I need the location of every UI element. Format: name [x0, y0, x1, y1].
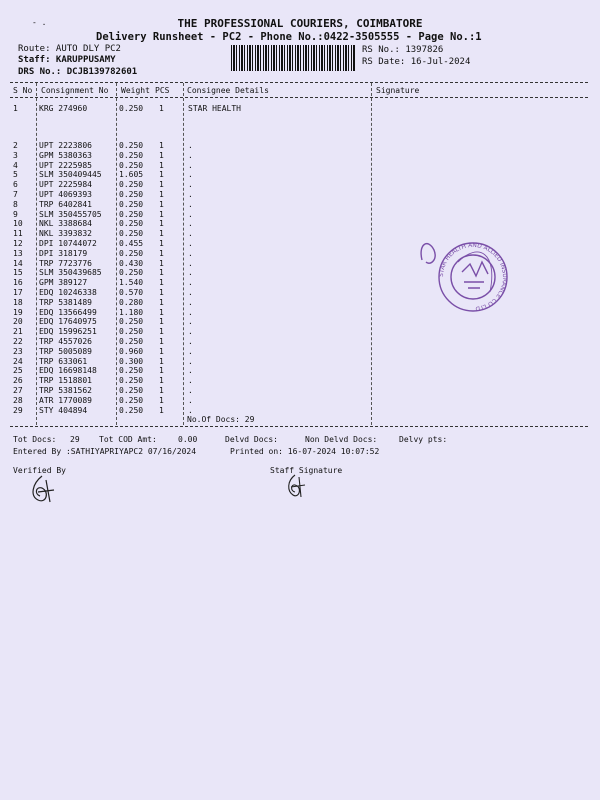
row-weight: 0.250 — [119, 317, 144, 327]
row-consignment-no: KRG 274960 — [39, 104, 88, 113]
row-consignment-no: ATR 1770089 — [39, 395, 92, 405]
row-consignee-details: STAR HEALTH — [188, 104, 241, 113]
row-weight: 0.250 — [119, 104, 144, 113]
row-sno: 2 — [13, 141, 18, 150]
row-pcs: 1 — [159, 170, 164, 180]
table-row — [0, 327, 600, 337]
table-top-rule — [10, 82, 588, 83]
delvy-pts-label: Delvy pts: — [399, 435, 448, 444]
row-consignee-details: . — [188, 229, 193, 239]
row-consignee-details: . — [188, 190, 193, 199]
row-consignee-details: . — [188, 199, 193, 209]
row-consignment-no: TRP 7723776 — [39, 258, 92, 268]
row-pcs: 1 — [159, 150, 164, 160]
row-sno: 5 — [13, 170, 18, 180]
row-weight: 0.250 — [119, 405, 144, 415]
row-pcs: 1 — [159, 376, 164, 386]
col-header-consignee: Consignee Details — [187, 86, 269, 95]
verified-by-label: Verified By — [13, 466, 66, 475]
row-pcs: 1 — [159, 209, 164, 219]
table-row — [0, 141, 600, 151]
row-sno: 1 — [13, 104, 18, 113]
row-weight: 1.540 — [119, 278, 144, 288]
row-weight: 0.250 — [119, 386, 144, 395]
table-row — [0, 337, 600, 347]
row-consignee-details: . — [188, 386, 193, 395]
table-row — [0, 406, 600, 416]
row-weight: 0.250 — [119, 141, 144, 150]
row-consignment-no: EDQ 13566499 — [39, 307, 97, 317]
table-bottom-rule — [10, 426, 588, 427]
row-weight: 0.250 — [119, 337, 144, 346]
row-sno: 6 — [13, 180, 18, 190]
row-pcs: 1 — [159, 141, 164, 150]
row-pcs: 1 — [159, 317, 164, 327]
row-sno: 15 — [13, 268, 23, 278]
row-consignee-details: . — [188, 376, 193, 386]
table-row — [0, 219, 600, 229]
row-weight: 0.250 — [119, 160, 144, 170]
table-row — [0, 104, 600, 114]
row-consignment-no: DPI 318179 — [39, 248, 88, 258]
row-sno: 26 — [13, 376, 23, 386]
row-consignment-no: GPM 5380363 — [39, 150, 92, 160]
table-header-rule — [10, 97, 588, 98]
row-consignment-no: TRP 5005089 — [39, 346, 92, 356]
staff-signature — [285, 473, 307, 499]
row-weight: 0.250 — [119, 229, 144, 239]
row-sno: 14 — [13, 258, 23, 268]
row-consignment-no: EDQ 17640975 — [39, 317, 97, 327]
row-weight: 0.430 — [119, 258, 144, 268]
row-weight: 0.960 — [119, 346, 144, 356]
row-consignee-details: . — [188, 307, 193, 317]
col-header-consignment: Consignment No — [41, 86, 109, 95]
row-consignment-no: TRP 5381489 — [39, 297, 92, 307]
barcode — [231, 45, 355, 71]
row-consignment-no: UPT 4069393 — [39, 190, 92, 199]
row-pcs: 1 — [159, 327, 164, 337]
row-pcs: 1 — [159, 356, 164, 366]
row-consignee-details: . — [188, 258, 193, 268]
table-row — [0, 180, 600, 190]
row-sno: 11 — [13, 229, 23, 239]
row-pcs: 1 — [159, 199, 164, 209]
row-consignment-no: UPT 2225985 — [39, 160, 92, 170]
row-pcs: 1 — [159, 258, 164, 268]
table-row — [0, 210, 600, 220]
row-weight: 0.250 — [119, 209, 144, 219]
tot-docs-value: 29 — [70, 435, 80, 444]
row-weight: 0.570 — [119, 288, 144, 297]
route-label: Route: AUTO DLY PC2 — [18, 44, 121, 54]
row-consignee-details: . — [188, 219, 193, 229]
row-pcs: 1 — [159, 346, 164, 356]
table-row — [0, 376, 600, 386]
row-consignment-no: NKL 3393832 — [39, 229, 92, 239]
row-weight: 0.250 — [119, 199, 144, 209]
row-consignment-no: EDQ 16698148 — [39, 366, 97, 376]
row-consignment-no: UPT 2225984 — [39, 180, 92, 190]
row-weight: 1.180 — [119, 307, 144, 317]
row-sno: 20 — [13, 317, 23, 327]
row-pcs: 1 — [159, 366, 164, 376]
row-pcs: 1 — [159, 239, 164, 248]
row-sno: 23 — [13, 346, 23, 356]
row-weight: 0.250 — [119, 327, 144, 337]
row-sno: 28 — [13, 395, 23, 405]
row-sno: 16 — [13, 278, 23, 288]
row-sno: 4 — [13, 160, 18, 170]
row-pcs: 1 — [159, 288, 164, 297]
row-consignee-details: . — [188, 150, 193, 160]
row-sno: 21 — [13, 327, 23, 337]
row-consignee-details: . — [188, 288, 193, 297]
row-sno: 18 — [13, 297, 23, 307]
row-sno: 19 — [13, 307, 23, 317]
row-consignment-no: TRP 5381562 — [39, 386, 92, 395]
table-row — [0, 386, 600, 396]
row-consignment-no: TRP 1518801 — [39, 376, 92, 386]
row-sno: 27 — [13, 386, 23, 395]
row-sno: 25 — [13, 366, 23, 376]
row-consignee-details: . — [188, 209, 193, 219]
table-row — [0, 357, 600, 367]
row-sno: 10 — [13, 219, 23, 229]
row-weight: 1.605 — [119, 170, 144, 180]
row-pcs: 1 — [159, 395, 164, 405]
row-sno: 7 — [13, 190, 18, 199]
row-weight: 0.300 — [119, 356, 144, 366]
row-consignee-details: . — [188, 395, 193, 405]
row-consignee-details: . — [188, 346, 193, 356]
row-pcs: 1 — [159, 180, 164, 190]
row-consignment-no: UPT 2223806 — [39, 141, 92, 150]
drs-number: DRS No.: DCJB139782601 — [18, 67, 138, 77]
row-pcs: 1 — [159, 297, 164, 307]
row-sno: 17 — [13, 288, 23, 297]
tot-docs-label: Tot Docs: — [13, 435, 57, 444]
row-consignment-no: DPI 10744072 — [39, 239, 97, 248]
row-consignee-details: . — [188, 239, 193, 248]
row-consignee-details: . — [188, 327, 193, 337]
row-consignee-details: . — [188, 160, 193, 170]
table-row — [0, 366, 600, 376]
row-consignment-no: TRP 633061 — [39, 356, 88, 366]
row-sno: 29 — [13, 405, 23, 415]
verifier-signature — [28, 474, 58, 504]
rs-number: RS No.: 1397826 — [362, 45, 444, 55]
row-consignment-no: STY 404894 — [39, 405, 88, 415]
printed-on: Printed on: 16-07-2024 10:07:52 — [230, 447, 380, 456]
row-weight: 0.250 — [119, 268, 144, 278]
row-consignee-details: . — [188, 248, 193, 258]
row-pcs: 1 — [159, 386, 164, 395]
row-consignment-no: SLM 350439685 — [39, 268, 102, 278]
staff-label: Staff: KARUPPUSAMY — [18, 55, 116, 65]
table-row — [0, 151, 600, 161]
row-pcs: 1 — [159, 248, 164, 258]
row-pcs: 1 — [159, 307, 164, 317]
stamp-text: STAR HEALTH AND ALLIED INSURANCE CO LTD — [437, 241, 509, 312]
row-pcs: 1 — [159, 278, 164, 288]
row-consignee-details: . — [188, 366, 193, 376]
row-consignee-details: . — [188, 278, 193, 288]
row-consignment-no: SLM 350455705 — [39, 209, 102, 219]
table-row — [0, 170, 600, 180]
row-consignment-no: SLM 350409445 — [39, 170, 102, 180]
row-consignee-details: . — [188, 141, 193, 150]
no-of-docs: No.Of Docs: 29 — [187, 415, 255, 424]
row-weight: 0.250 — [119, 150, 144, 160]
row-sno: 3 — [13, 150, 18, 160]
row-weight: 0.250 — [119, 219, 144, 229]
row-pcs: 1 — [159, 229, 164, 239]
rs-date: RS Date: 16-Jul-2024 — [362, 57, 471, 67]
row-sno: 9 — [13, 209, 18, 219]
tot-cod-label: Tot COD Amt: — [99, 435, 157, 444]
row-weight: 0.250 — [119, 190, 144, 199]
row-pcs: 1 — [159, 268, 164, 278]
table-row — [0, 317, 600, 327]
table-row — [0, 200, 600, 210]
row-pcs: 1 — [159, 219, 164, 229]
row-weight: 0.250 — [119, 180, 144, 190]
row-consignee-details: . — [188, 337, 193, 346]
row-consignment-no: NKL 3388684 — [39, 219, 92, 229]
row-sno: 22 — [13, 337, 23, 346]
row-consignee-details: . — [188, 317, 193, 327]
table-row — [0, 190, 600, 200]
row-sno: 12 — [13, 239, 23, 248]
row-weight: 0.250 — [119, 248, 144, 258]
table-row — [0, 347, 600, 357]
row-weight: 0.250 — [119, 376, 144, 386]
row-weight: 0.250 — [119, 366, 144, 376]
row-consignment-no: EDQ 10246338 — [39, 288, 97, 297]
row-consignee-details: . — [188, 405, 193, 415]
col-header-sno: S No — [13, 86, 33, 95]
col-header-pcs: PCS — [155, 86, 170, 95]
row-sno: 13 — [13, 248, 23, 258]
row-pcs: 1 — [159, 160, 164, 170]
entered-by: Entered By :SATHIYAPRIYAPC2 07/16/2024 — [13, 447, 197, 456]
tot-cod-value: 0.00 — [178, 435, 198, 444]
row-consignee-details: . — [188, 268, 193, 278]
table-row — [0, 396, 600, 406]
col-header-weight: Weight — [121, 86, 150, 95]
non-delvd-docs-label: Non Delvd Docs: — [305, 435, 378, 444]
row-consignee-details: . — [188, 170, 193, 180]
delvd-docs-label: Delvd Docs: — [225, 435, 278, 444]
row-consignee-details: . — [188, 297, 193, 307]
row-weight: 0.280 — [119, 297, 144, 307]
row-consignment-no: TRP 6402841 — [39, 199, 92, 209]
row-weight: 0.455 — [119, 239, 144, 248]
row-weight: 0.250 — [119, 395, 144, 405]
row-sno: 24 — [13, 356, 23, 366]
company-seal-stamp — [418, 232, 524, 312]
col-header-signature: Signature — [376, 86, 420, 95]
row-pcs: 1 — [159, 337, 164, 346]
row-consignment-no: EDQ 15996251 — [39, 327, 97, 337]
corner-mark: - . — [32, 18, 47, 27]
staff-signature-label: Staff Signature — [270, 466, 343, 475]
runsheet-title: Delivery Runsheet - PC2 - Phone No.:0422-3505555 - Page No.:1 — [96, 31, 482, 43]
row-pcs: 1 — [159, 405, 164, 415]
row-consignee-details: . — [188, 356, 193, 366]
row-consignment-no: TRP 4557026 — [39, 337, 92, 346]
row-consignment-no: GPM 389127 — [39, 278, 88, 288]
row-pcs: 1 — [159, 104, 164, 113]
row-consignee-details: . — [188, 180, 193, 190]
row-sno: 8 — [13, 199, 18, 209]
company-name: THE PROFESSIONAL COURIERS, COIMBATORE — [177, 17, 423, 30]
table-row — [0, 161, 600, 171]
row-pcs: 1 — [159, 190, 164, 199]
